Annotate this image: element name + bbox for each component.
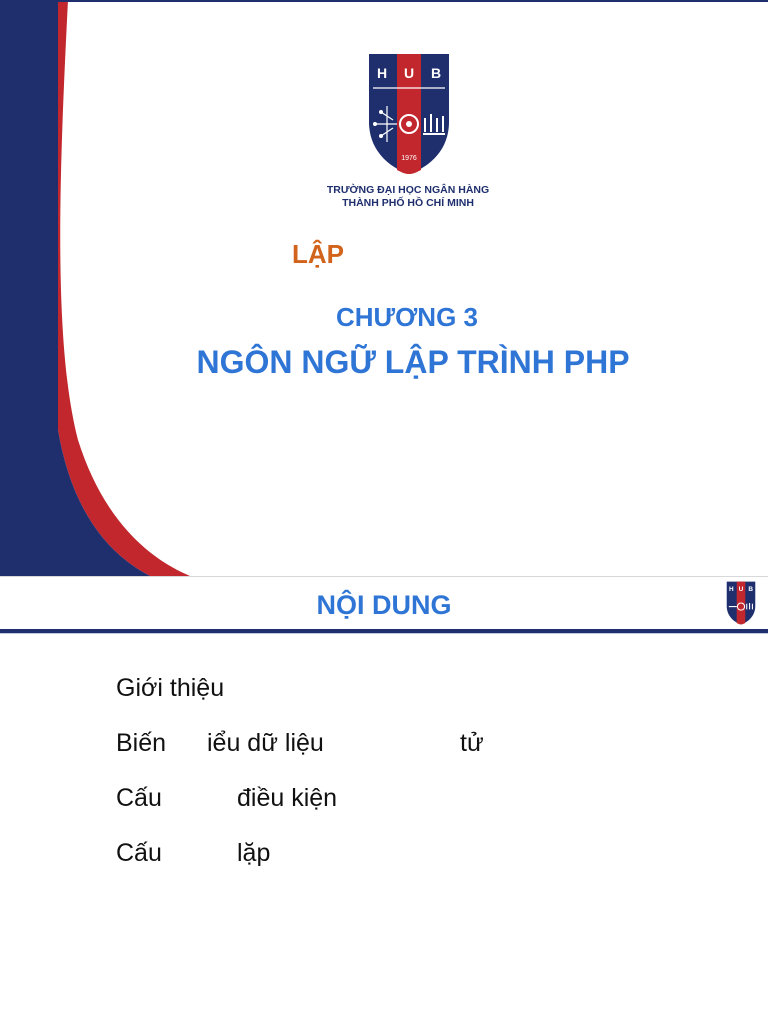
contents-title: NỘI DUNG — [316, 590, 452, 620]
contents-slide — [0, 576, 768, 1024]
logo-letter-u: U — [403, 65, 415, 81]
list-item-text: lặp — [237, 839, 271, 867]
logo-small-letter-h: H — [729, 585, 734, 593]
chapter-number: CHƯƠNG 3 — [336, 302, 478, 332]
logo-year: 1976 — [401, 155, 417, 162]
logo-letter-b: B — [430, 65, 442, 81]
list-item-text: Cấu — [116, 839, 162, 867]
list-item-text: điều kiện — [237, 784, 338, 812]
list-item-text: Cấu — [116, 784, 162, 812]
university-name-line1: TRƯỜNG ĐẠI HỌC NGÂN HÀNG — [326, 184, 490, 196]
list-item-text: tử — [460, 729, 484, 757]
hub-logo-small — [726, 580, 756, 626]
chapter-title: NGÔN NGỮ LẬP TRÌNH PHP — [196, 344, 630, 380]
list-item-text: Giới thiệu — [116, 674, 225, 702]
logo-small-letter-u: U — [738, 585, 744, 593]
university-name-line2: THÀNH PHỐ HỒ CHÍ MINH — [342, 197, 474, 209]
list-item-text: Biến — [116, 729, 167, 757]
university-name — [258, 184, 558, 210]
list-item-text: iểu dữ liệu — [207, 729, 324, 757]
title-underline-shadow — [0, 633, 768, 634]
course-title: LẬP — [292, 239, 344, 269]
logo-letter-h: H — [376, 65, 388, 81]
slide-separator — [0, 576, 768, 577]
logo-small-letter-b: B — [748, 585, 753, 593]
hub-logo — [367, 52, 451, 176]
